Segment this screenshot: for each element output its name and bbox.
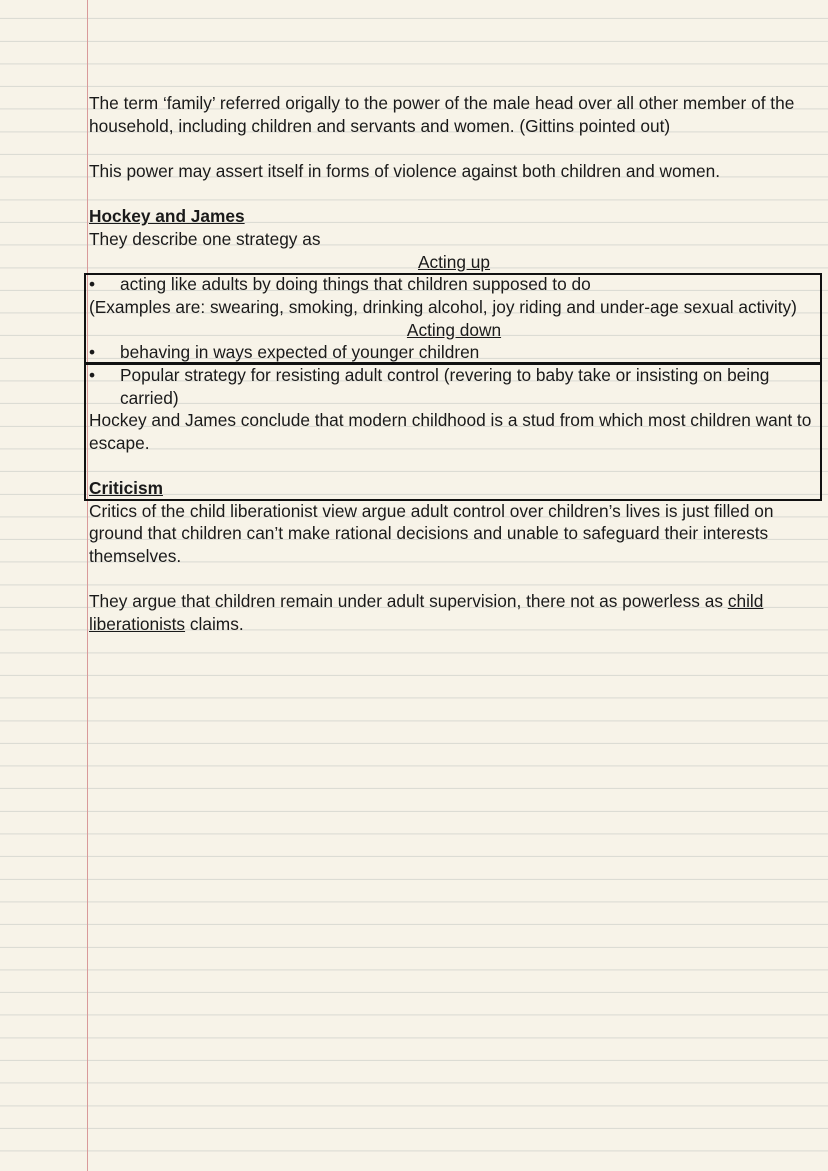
- acting-up-examples: (Examples are: swearing, smoking, drinking alcohol, joy riding and under-age sexual activity): [89, 296, 797, 317]
- child-liberationists-underlined: child liberationists: [89, 591, 764, 635]
- conclusion: Hockey and James conclude that modern childhood is a stud from which most children want to escape.: [89, 410, 812, 453]
- list-item: • Popular strategy for resisting adult control (revering to baby take or insisting on being carried): [89, 364, 770, 408]
- heading-hockey-james: Hockey and James: [89, 206, 245, 227]
- heading-criticism: Criticism: [89, 478, 163, 499]
- bullet-icon: •: [89, 274, 96, 295]
- bullet-icon: •: [89, 364, 96, 385]
- criticism-argument: They argue that children remain under adult supervision, there not as powerless as child liberationists claims.: [89, 591, 764, 635]
- acting-down-title: Acting down: [406, 319, 502, 340]
- margin-line: [87, 0, 88, 1171]
- paragraph-family-term: The term ‘family’ referred origally to the power of the male head over all other member of the household, including children and servants and women. (Gittins pointed out): [89, 93, 795, 136]
- acting-up-title: Acting up: [417, 251, 491, 272]
- list-item: • behaving in ways expected of younger children: [89, 342, 480, 363]
- list-item: • acting like adults by doing things that children supposed to do: [89, 274, 591, 295]
- document-body: [89, 92, 819, 636]
- criticism-paragraph: Critics of the child liberationist view argue adult control over children’s lives is just filled on ground that children can’t make rational decisions and unable to safeguard their interests themselves.: [89, 500, 774, 567]
- bullet-icon: •: [89, 342, 96, 363]
- paragraph-power: This power may assert itself in forms of violence against both children and women.: [89, 160, 721, 181]
- strategy-intro: They describe one strategy as: [89, 228, 321, 249]
